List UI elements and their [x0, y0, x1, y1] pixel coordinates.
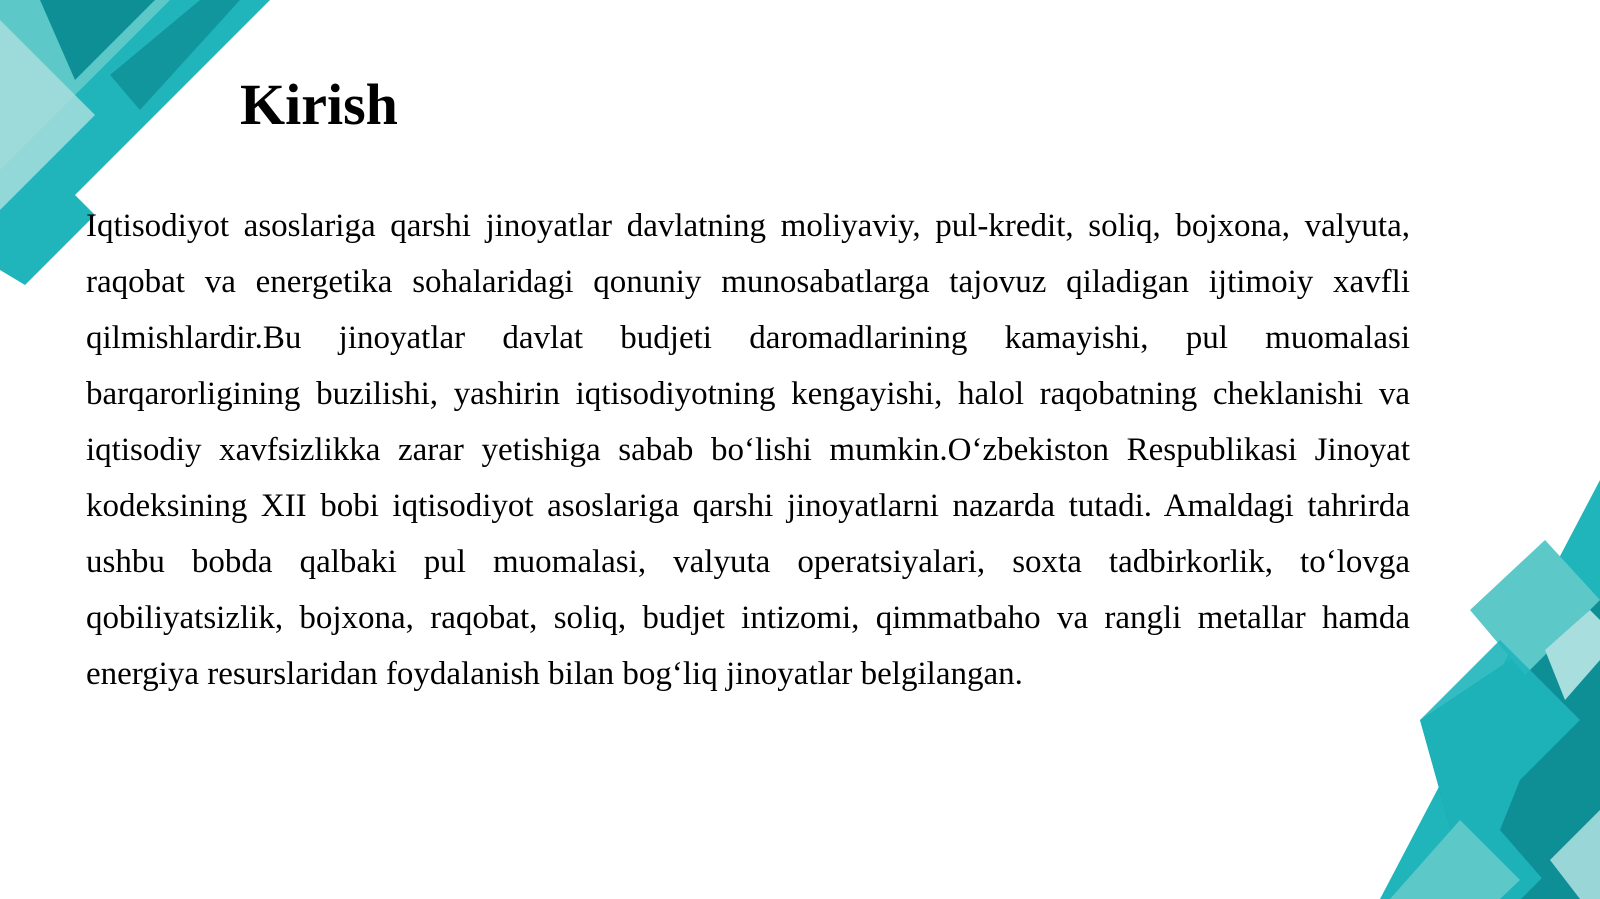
bottom-right-decoration — [1380, 480, 1600, 899]
slide-title: Kirish — [240, 72, 398, 137]
slide-body-text: Iqtisodiyot asoslariga qarshi jinoyatlar davlatning moliyaviy, pul-kredit, soliq, bojxona, valyuta, raqobat va energetika sohalaridagi qonuniy munosabatlarga tajovuz qiladigan ijtimoiy xavfli qilmishlardir.Bu jinoyatlar davlat budjeti daromadlarining kamayishi, pul muomalasi barqarorligining buzilishi, yashirin iqtisodiyotning kengayishi, halol raqobatning cheklanishi va iqtisodiy xavfsizlikka zarar yetishiga sabab bo‘lishi mumkin.O‘zbekiston Respublikasi Jinoyat kodeksining XII bobi iqtisodiyot asoslariga qarshi jinoyatlarni nazarda tutadi. Amaldagi tahrirda ushbu bobda qalbaki pul muomalasi, valyuta operatsiyalari, soxta tadbirkorlik, to‘lovga qobiliyatsizlik, bojxona, raqobat, soliq, budjet intizomi, qimmatbaho va rangli metallar hamda energiya resurslaridan foydalanish bilan bog‘liq jinoyatlar belgilangan. — [86, 208, 1410, 692]
